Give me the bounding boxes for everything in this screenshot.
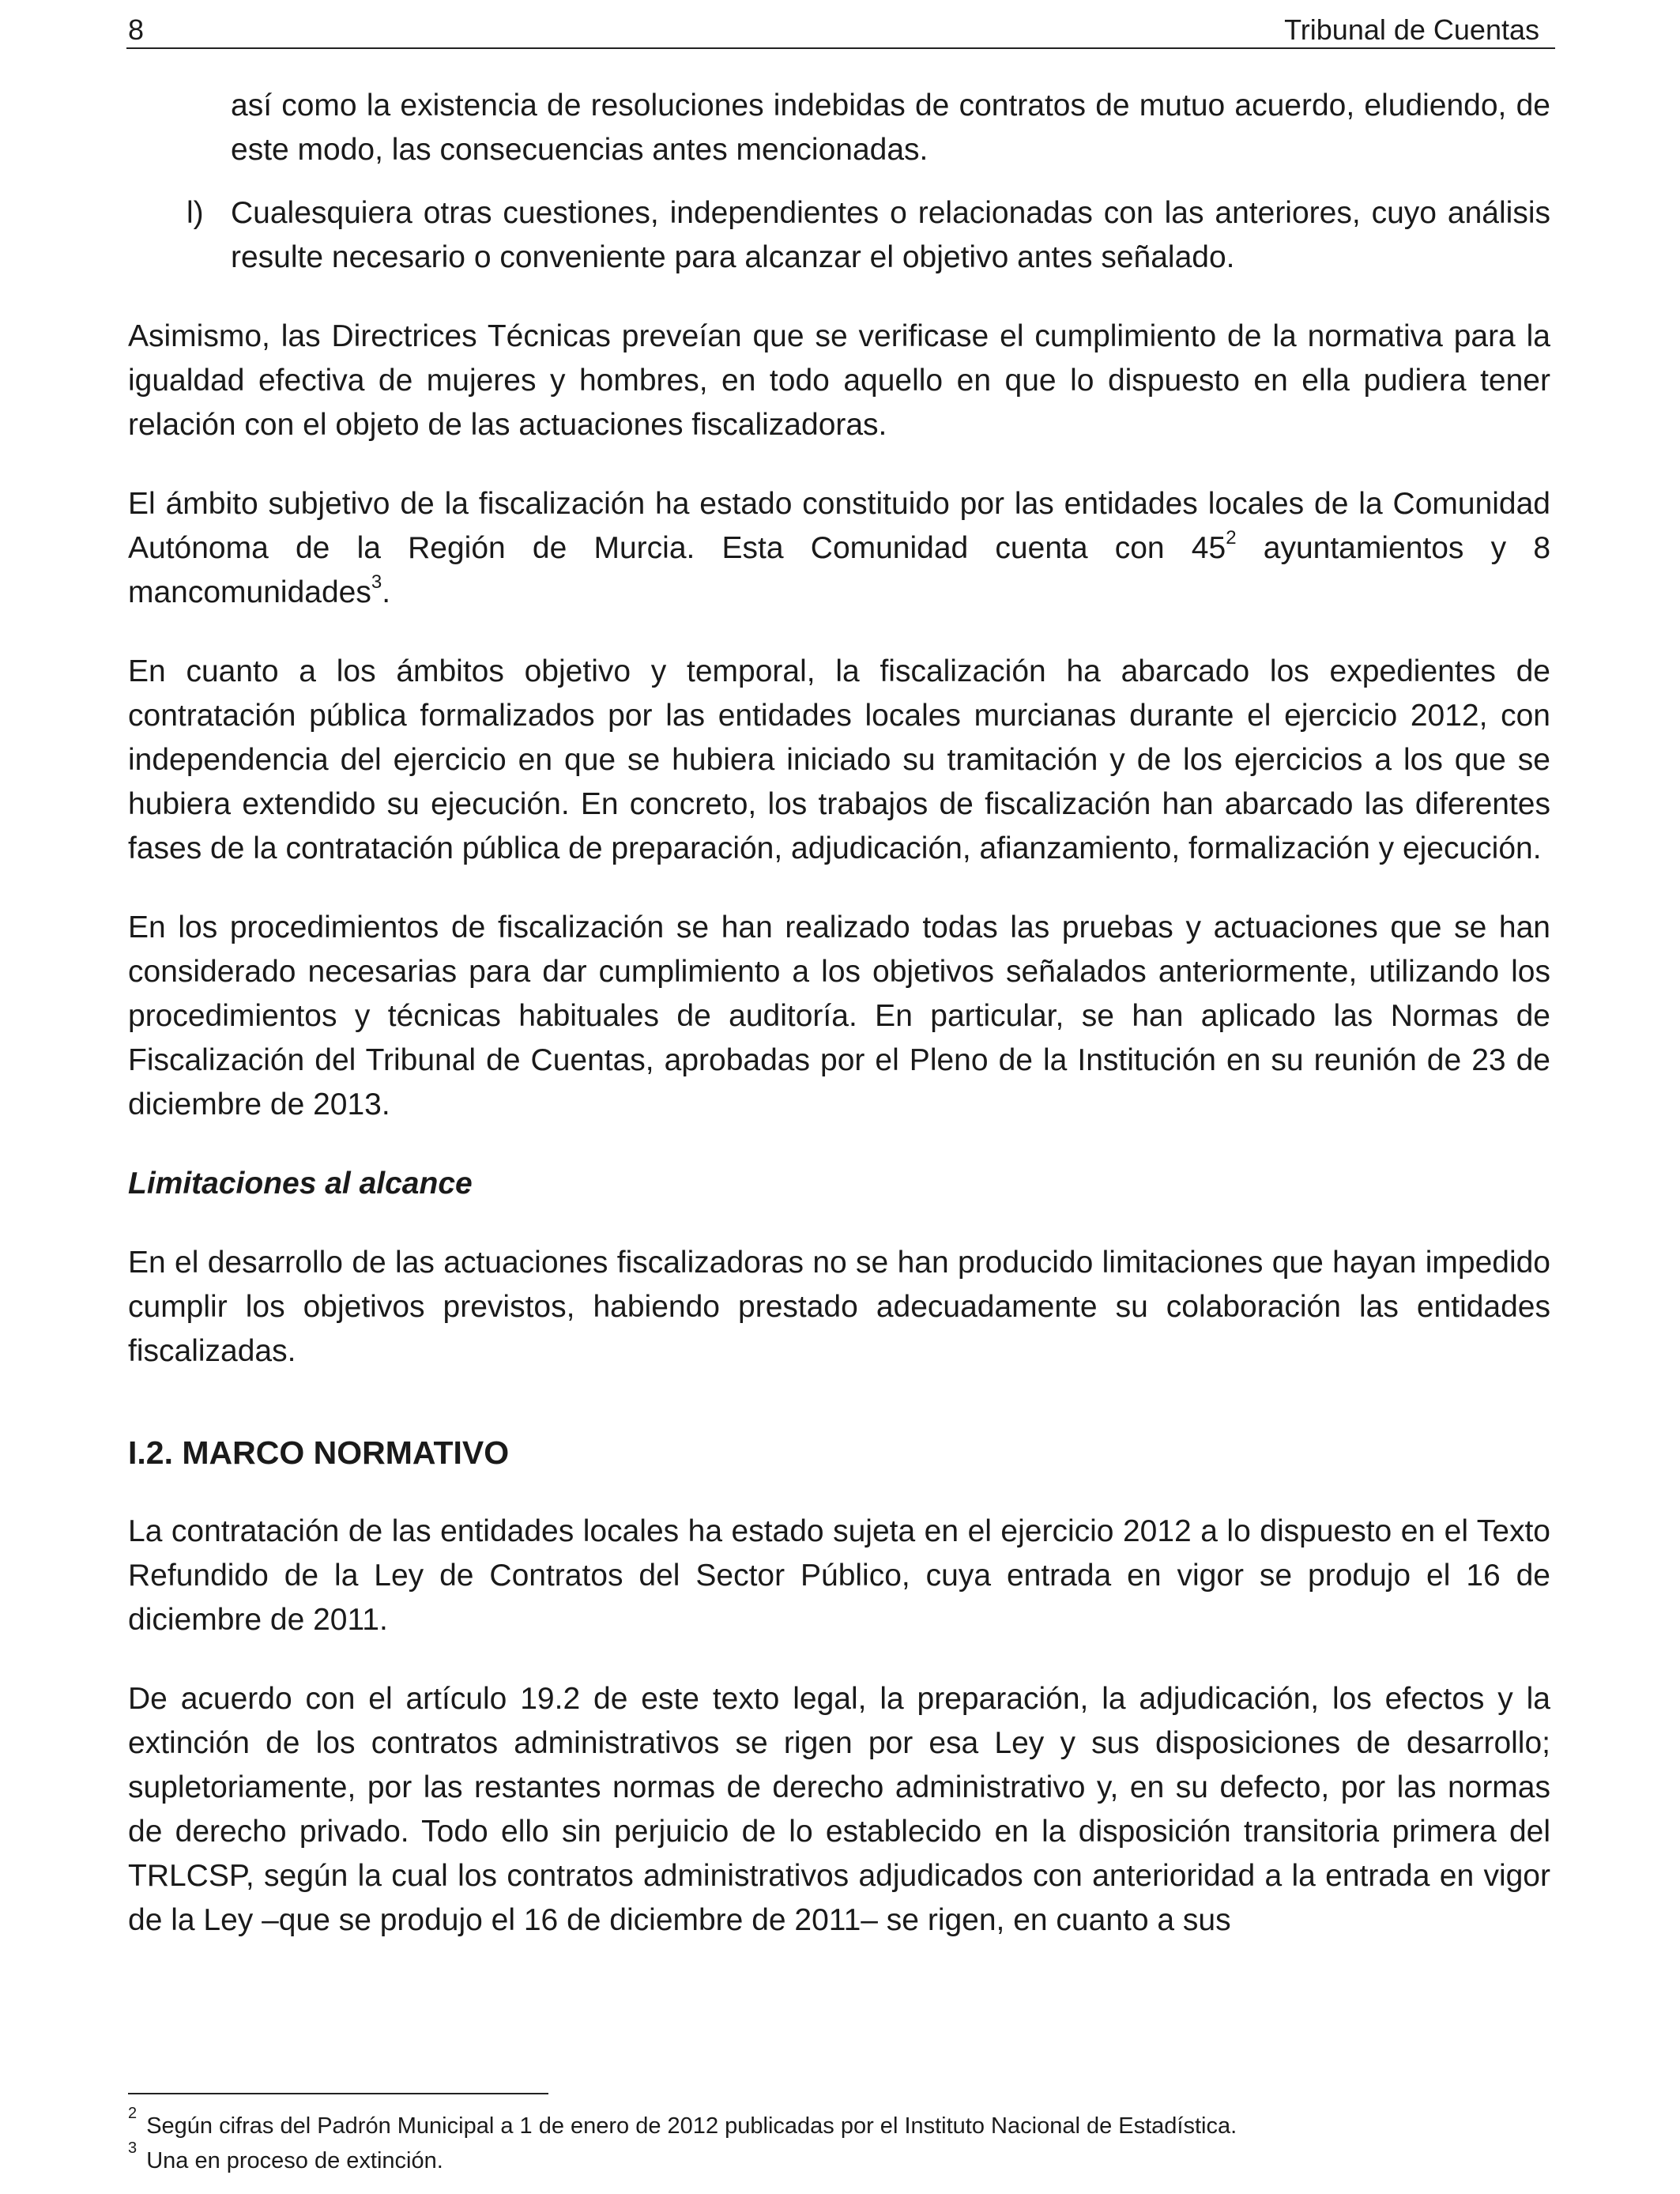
list-marker: l) bbox=[186, 196, 204, 230]
footnote-3 bbox=[128, 2139, 1535, 2178]
list-item-l bbox=[128, 191, 1550, 280]
list-item-text: Cualesquiera otras cuestiones, independientes o relacionadas con las anteriores, cuyo análisis resulte necesario o conveniente para alcanzar el objetivo antes señalado. bbox=[231, 196, 1550, 274]
footnote-number: 2 bbox=[128, 2105, 137, 2123]
footnotes bbox=[128, 2105, 1535, 2178]
paragraph-procedimientos: En los procedimientos de fiscalización se han realizado todas las pruebas y actuaciones que se han considerado necesarias para dar cumplimiento a los objetivos señalados anteriormente, utilizando los procedimientos y técnicas habituales de auditoría. En particular, se han aplicado las Normas de Fiscalización del Tribunal de Cuentas, aprobadas por el Pleno de la Institución en su reunión de 23 de diciembre de 2013. bbox=[128, 910, 1550, 1122]
footnote-number: 3 bbox=[128, 2139, 137, 2158]
paragraph-text: El ámbito subjetivo de la fiscalización ha estado constituido por las entidades locales de la Comunidad Autónoma de la Región de Murcia. Esta Comunidad cuenta con 45 bbox=[128, 487, 1550, 565]
footnote-ref-2: 2 bbox=[1226, 527, 1237, 548]
paragraph-marco-2: De acuerdo con el artículo 19.2 de este texto legal, la preparación, la adjudicación, los efectos y la extinción de los contratos administrativos se rigen por esa Ley y sus disposiciones de desarrollo; supletoriamente, por las restantes normas de derecho administrativo y, en su defecto, por las normas de derecho privado. Todo ello sin perjuicio de lo establecido en la disposición transitoria primera del TRLCSP, según la cual los contratos administrativos adjudicados con anterioridad a la entrada en vigor de la Ley –que se produjo el 16 de diciembre de 2011– se rigen, en cuanto a sus bbox=[128, 1682, 1550, 1937]
footnote-2 bbox=[128, 2105, 1535, 2143]
list-continuation: así como la existencia de resoluciones indebidas de contratos de mutuo acuerdo, eludiendo, de este modo, las consecuencias antes mencionadas. bbox=[231, 89, 1550, 167]
paragraph-text: . bbox=[382, 575, 391, 609]
document-body bbox=[128, 84, 1550, 1977]
paragraph-igualdad: Asimismo, las Directrices Técnicas preveían que se verificase el cumplimiento de la normativa para la igualdad efectiva de mujeres y hombres, en todo aquello en que lo dispuesto en ella pudiera tener relación con el objeto de las actuaciones fiscalizadoras. bbox=[128, 319, 1550, 442]
page-header bbox=[126, 8, 1555, 49]
paragraph-ambito-objetivo: En cuanto a los ámbitos objetivo y temporal, la fiscalización ha abarcado los expedientes de contratación pública formalizados por las entidades locales murcianas durante el ejercicio 2012, con independencia del ejercicio en que se hubiera iniciado su tramitación y de los ejercicios a los que se hubiera extendido su ejecución. En concreto, los trabajos de fiscalización han abarcado las diferentes fases de la contratación pública de preparación, adjudicación, afianzamiento, formalización y ejecución. bbox=[128, 654, 1550, 865]
paragraph-marco-1: La contratación de las entidades locales ha estado sujeta en el ejercicio 2012 a lo dispuesto en el Texto Refundido de la Ley de Contratos del Sector Público, cuya entrada en vigor se produjo el 16 de diciembre de 2011. bbox=[128, 1514, 1550, 1637]
paragraph-limitaciones: En el desarrollo de las actuaciones fiscalizadoras no se han producido limitaciones que hayan impedido cumplir los objetivos previstos, habiendo prestado adecuadamente su colaboración las entidades fiscalizadas. bbox=[128, 1246, 1550, 1368]
header-title: Tribunal de Cuentas bbox=[1284, 13, 1539, 46]
paragraph-ambito-subjetivo bbox=[128, 482, 1550, 615]
paragraph-text: ayuntamientos y 8 mancomunidades bbox=[128, 531, 1551, 609]
footnote-ref-3: 3 bbox=[371, 571, 382, 593]
section-title: I.2. MARCO NORMATIVO bbox=[128, 1434, 510, 1471]
footnote-text: Según cifras del Padrón Municipal a 1 de enero de 2012 publicadas por el Instituto Nacional de Estadística. bbox=[146, 2113, 1237, 2139]
footnote-divider bbox=[128, 2093, 548, 2094]
subheading-limitaciones: Limitaciones al alcance bbox=[128, 1167, 473, 1201]
footnote-text: Una en proceso de extinción. bbox=[146, 2148, 443, 2173]
page-number: 8 bbox=[128, 13, 145, 46]
